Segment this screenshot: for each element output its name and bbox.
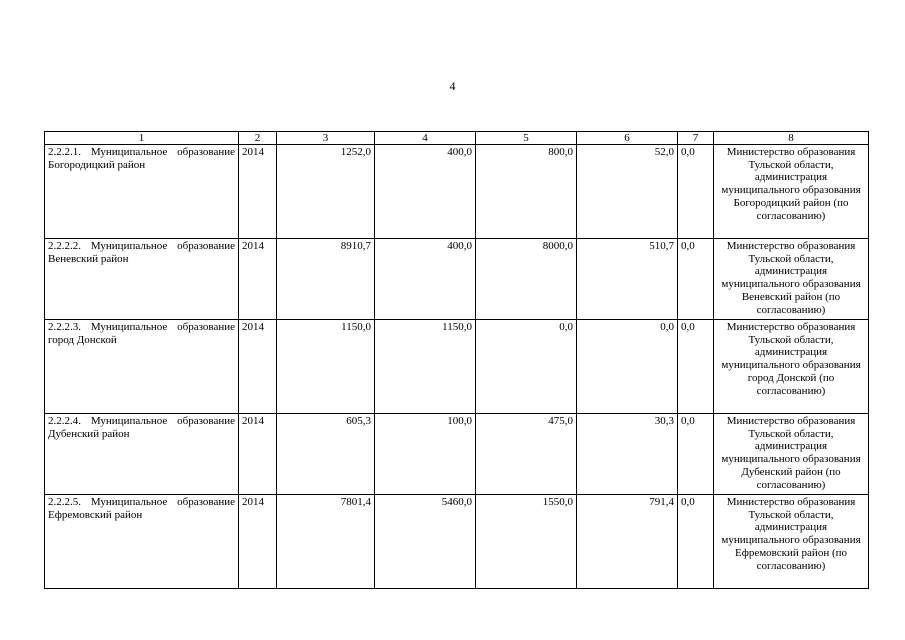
table-row [45,414,869,495]
year-cell: 2014 [239,495,277,589]
table-row [45,495,869,589]
executor-cell: Министерство образования Тульской области, администрация муниципального образования Веневский район (по согласованию) [714,239,869,320]
column-header: 2 [239,132,277,145]
col7-cell: 0,0 [678,145,714,239]
col4-cell: 400,0 [375,239,476,320]
total-cell: 1150,0 [277,320,375,414]
column-header: 3 [277,132,375,145]
activity-name-cell: 2.2.2.4. Муниципальное образование Дубенский район [45,414,239,495]
page-number: 4 [449,79,456,93]
executor-cell: Министерство образования Тульской области, администрация муниципального образования Дубенский район (по согласованию) [714,414,869,495]
col5-cell: 8000,0 [476,239,577,320]
col5-cell: 1550,0 [476,495,577,589]
col6-cell: 52,0 [577,145,678,239]
col4-cell: 1150,0 [375,320,476,414]
col7-cell: 0,0 [678,320,714,414]
total-cell: 7801,4 [277,495,375,589]
table-row [45,239,869,320]
column-number-row [45,132,869,145]
activity-name-cell: 2.2.2.5. Муниципальное образование Ефремовский район [45,495,239,589]
col4-cell: 100,0 [375,414,476,495]
col7-cell: 0,0 [678,239,714,320]
total-cell: 605,3 [277,414,375,495]
column-header: 7 [678,132,714,145]
column-header: 1 [45,132,239,145]
col6-cell: 30,3 [577,414,678,495]
col7-cell: 0,0 [678,495,714,589]
executor-cell: Министерство образования Тульской области, администрация муниципального образования Богородицкий район (по согласованию) [714,145,869,239]
col6-cell: 0,0 [577,320,678,414]
executor-cell: Министерство образования Тульской области, администрация муниципального образования Ефремовский район (по согласованию) [714,495,869,589]
year-cell: 2014 [239,239,277,320]
col7-cell: 0,0 [678,414,714,495]
column-header: 4 [375,132,476,145]
column-header: 5 [476,132,577,145]
col5-cell: 800,0 [476,145,577,239]
column-header: 6 [577,132,678,145]
year-cell: 2014 [239,414,277,495]
total-cell: 8910,7 [277,239,375,320]
column-header: 8 [714,132,869,145]
program-activities-table [44,131,869,589]
activity-name-cell: 2.2.2.2. Муниципальное образование Веневский район [45,239,239,320]
col5-cell: 0,0 [476,320,577,414]
col4-cell: 400,0 [375,145,476,239]
col6-cell: 791,4 [577,495,678,589]
year-cell: 2014 [239,145,277,239]
total-cell: 1252,0 [277,145,375,239]
table-row [45,320,869,414]
table-row [45,145,869,239]
activity-name-cell: 2.2.2.1. Муниципальное образование Богородицкий район [45,145,239,239]
year-cell: 2014 [239,320,277,414]
col4-cell: 5460,0 [375,495,476,589]
executor-cell: Министерство образования Тульской области, администрация муниципального образования город Донской (по согласованию) [714,320,869,414]
col5-cell: 475,0 [476,414,577,495]
col6-cell: 510,7 [577,239,678,320]
activity-name-cell: 2.2.2.3. Муниципальное образование город Донской [45,320,239,414]
